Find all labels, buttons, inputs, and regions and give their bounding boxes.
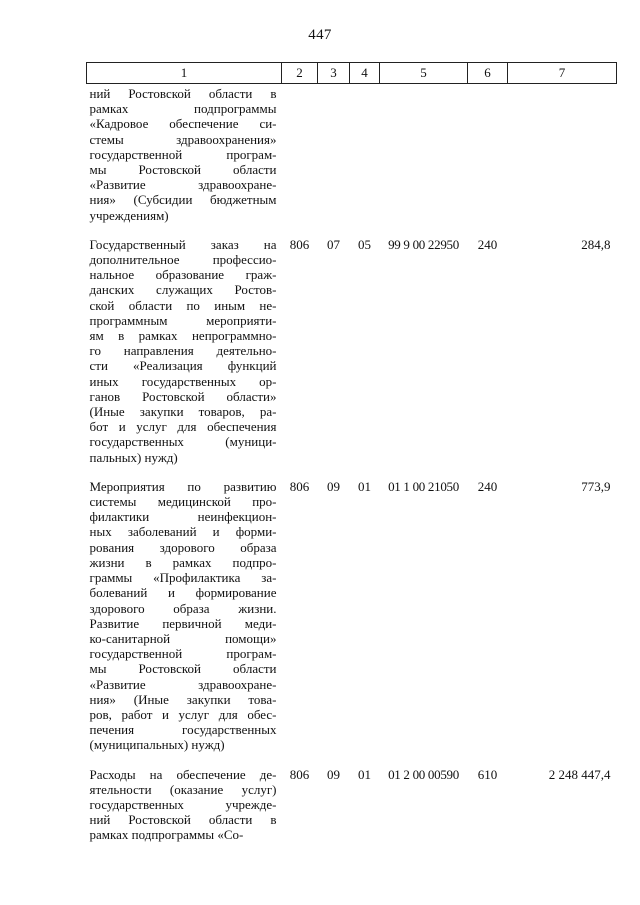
subsection-code: [350, 84, 380, 235]
table-row: [87, 235, 617, 477]
description-line: Мероприятия по развитию: [89, 478, 277, 494]
section-code: [318, 84, 350, 235]
description-line: мы Ростовской области: [89, 661, 277, 677]
subsection-code: 01: [358, 478, 371, 494]
description-line: государственных учрежде-: [89, 796, 277, 812]
table-row: [87, 84, 617, 235]
column-header: 7: [508, 63, 617, 84]
table-row: [87, 477, 617, 765]
description-line: «Развитие здравоохране-: [89, 676, 277, 692]
description-line: ям в рамках непрограммно-: [89, 328, 277, 344]
description-line: здорового образа жизни.: [89, 600, 277, 616]
description-line: (Иные закупки товаров, ра-: [89, 404, 277, 420]
description-line: государственных (муници-: [89, 434, 277, 450]
description-line: печения государственных: [89, 722, 277, 738]
description-line: рамках подпрограммы «Со-: [89, 827, 244, 843]
column-header: 2: [282, 63, 318, 84]
description-line: программным мероприяти-: [89, 312, 277, 328]
description-line: Государственный заказ на: [89, 236, 277, 252]
amount-value: [508, 84, 617, 235]
section-code: 09: [327, 478, 340, 494]
column-header: 1: [87, 63, 282, 84]
description-line: рования здорового образа: [89, 539, 277, 555]
ministry-code: 806: [289, 236, 310, 252]
amount-value: 773,9: [581, 478, 611, 494]
description-line: данских служащих Ростов-: [89, 282, 277, 298]
description-line: «Развитие здравоохране-: [89, 177, 277, 193]
description-line: жизни в рамках подпро-: [89, 554, 277, 570]
section-code: 07: [327, 236, 340, 252]
description-line: мы Ростовской области: [89, 162, 277, 178]
description-line: ко-санитарной помощи»: [89, 630, 277, 646]
expense-description: [87, 235, 282, 477]
description-line: ской области по иным не-: [89, 297, 277, 313]
description-line: Расходы на обеспечение де-: [89, 766, 277, 782]
description-line: ния» (Субсидии бюджетным: [89, 192, 277, 208]
description-line: государственной програм-: [89, 146, 277, 162]
description-line: го направления деятельно-: [89, 343, 277, 359]
description-line: системы медицинской про-: [89, 494, 277, 510]
ministry-code: 806: [289, 766, 310, 782]
amount-value: 284,8: [581, 236, 611, 252]
description-line: граммы «Профилактика за-: [89, 570, 277, 586]
budget-table: [86, 62, 617, 855]
subsection-code: 01: [358, 766, 371, 782]
description-line: «Кадровое обеспечение си-: [89, 116, 277, 132]
section-code: 09: [327, 766, 340, 782]
description-line: филактики неинфекцион-: [89, 509, 277, 525]
expense-type-code: 610: [477, 766, 498, 782]
description-line: государственной програм-: [89, 646, 277, 662]
expense-description: [87, 477, 282, 765]
ministry-code: [282, 84, 318, 235]
column-header: 6: [468, 63, 508, 84]
description-line: учреждениям): [89, 207, 169, 223]
subsection-code: 05: [358, 236, 371, 252]
column-header: 3: [318, 63, 350, 84]
table-body: [87, 84, 617, 855]
description-line: рамках подпрограммы: [89, 101, 277, 117]
description-line: болеваний и формирование: [89, 585, 277, 601]
expense-type-code: 240: [477, 236, 498, 252]
target-article-code: 99 9 00 22950: [388, 236, 459, 252]
description-line: (муниципальных) нужд): [89, 737, 225, 753]
description-line: Развитие первичной меди-: [89, 615, 277, 631]
column-header: 4: [350, 63, 380, 84]
expense-type-code: [468, 84, 508, 235]
description-line: сти «Реализация функций: [89, 358, 277, 374]
ministry-code: 806: [289, 478, 310, 494]
table-row: [87, 765, 617, 855]
expense-description: [87, 84, 282, 235]
description-line: ния» (Иные закупки това-: [89, 691, 277, 707]
description-line: дополнительное профессио-: [89, 252, 277, 268]
page-number: 447: [308, 27, 332, 43]
description-line: иных государственных ор-: [89, 373, 277, 389]
description-line: ний Ростовской области в: [89, 812, 277, 828]
table-header-row: [87, 63, 617, 84]
amount-value: 2 248 447,4: [548, 766, 611, 782]
description-line: ных заболеваний и форми-: [89, 524, 277, 540]
expense-description: [87, 765, 282, 855]
description-line: ний Ростовской области в: [89, 86, 277, 101]
target-article-code: 01 2 00 00590: [388, 766, 459, 782]
description-line: нальное образование граж-: [89, 267, 277, 283]
description-line: ров, работ и услуг для обес-: [89, 706, 277, 722]
target-article-code: [380, 84, 468, 235]
target-article-code: 01 1 00 21050: [388, 478, 459, 494]
column-header: 5: [380, 63, 468, 84]
expense-type-code: 240: [477, 478, 498, 494]
description-line: бот и услуг для обеспечения: [89, 419, 277, 435]
description-line: пальных) нужд): [89, 449, 178, 465]
description-line: ганов Ростовской области»: [89, 388, 277, 404]
description-line: ятельности (оказание услуг): [89, 781, 277, 797]
description-line: стемы здравоохранения»: [89, 131, 277, 147]
